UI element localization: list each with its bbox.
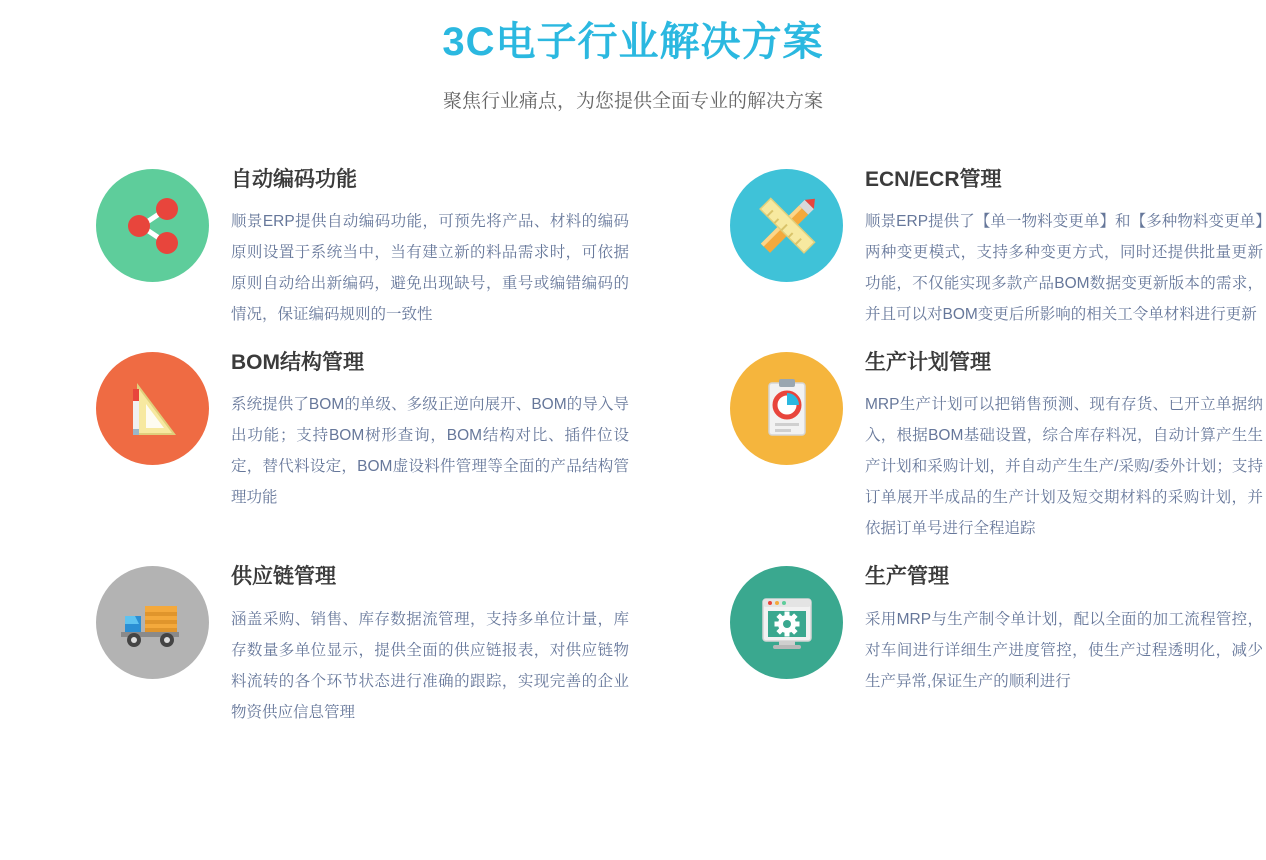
card-text: 系统提供了BOM的单级、多级正逆向展开、BOM的导入导出功能；支持BOM树形查询，BOM结构对比、插件位设定，替代料设定，BOM虚设料件管理等全面的产品结构管理功能 bbox=[231, 396, 629, 507]
feature-card-production-management bbox=[730, 562, 1266, 727]
feature-card-supply-chain bbox=[96, 562, 730, 727]
card-body bbox=[209, 348, 629, 513]
truck-icon bbox=[96, 566, 209, 679]
card-text: 顺景ERP提供了【单一物料变更单】和【多种物料变更单】两种变更模式，支持多种变更方式，同时还提供批量更新功能，不仅能实现多款产品BOM数据变更新版本的需求，并且可以对BOM变更后所影响的相关工令单材料进行更新 bbox=[865, 213, 1263, 324]
monitor-gear-icon bbox=[730, 566, 843, 679]
page-subtitle: 聚焦行业痛点，为您提供全面专业的解决方案 bbox=[442, 91, 823, 112]
feature-card-auto-coding bbox=[96, 165, 730, 330]
card-text: 采用MRP与生产制令单计划，配以全面的加工流程管控，对车间进行详细生产进度管控，使生产过程透明化，减少生产异常,保证生产的顺利进行 bbox=[865, 610, 1263, 690]
feature-grid bbox=[0, 165, 1266, 746]
pencil-ruler-icon bbox=[730, 169, 843, 282]
card-title: ECN/ECR管理 bbox=[865, 168, 1002, 191]
card-title: 自动编码功能 bbox=[231, 168, 357, 191]
card-body bbox=[843, 165, 1263, 330]
card-title: BOM结构管理 bbox=[231, 351, 364, 375]
page-title: 3C电子行业解决方案 bbox=[442, 20, 824, 64]
card-title: 生产管理 bbox=[865, 565, 949, 589]
card-body bbox=[209, 562, 629, 727]
card-text: 顺景ERP提供自动编码功能，可预先将产品、材料的编码原则设置于系统当中，当有建立新的料品需求时，可依据原则自动给出新编码，避免出现缺号，重号或编错编码的情况，保证编码规则的一致性 bbox=[231, 213, 629, 324]
card-title: 供应链管理 bbox=[231, 565, 336, 589]
feature-card-bom-structure bbox=[96, 348, 730, 544]
set-square-icon bbox=[96, 352, 209, 465]
card-body bbox=[843, 348, 1263, 544]
card-text: 涵盖采购、销售、库存数据流管理，支持多单位计量，库存数量多单位显示，提供全面的供应链报表，对供应链物料流转的各个环节状态进行准确的跟踪，实现完善的企业物资供应信息管理 bbox=[231, 610, 629, 721]
share-nodes-icon bbox=[96, 169, 209, 282]
card-text: MRP生产计划可以把销售预测、现有存货、已开立单据纳入，根据BOM基础设置，综合库存料况，自动计算产生生产计划和采购计划，并自动产生生产/采购/委外计划；支持订单展开半成品的生产计划及短交期材料的采购计划，并依据订单号进行全程追踪 bbox=[865, 396, 1263, 538]
feature-card-ecn-ecr bbox=[730, 165, 1266, 330]
feature-card-production-plan bbox=[730, 348, 1266, 544]
clipboard-chart-icon bbox=[730, 352, 843, 465]
card-body bbox=[209, 165, 629, 330]
page-header bbox=[0, 0, 1266, 113]
card-title: 生产计划管理 bbox=[865, 351, 991, 375]
card-body bbox=[843, 562, 1263, 696]
